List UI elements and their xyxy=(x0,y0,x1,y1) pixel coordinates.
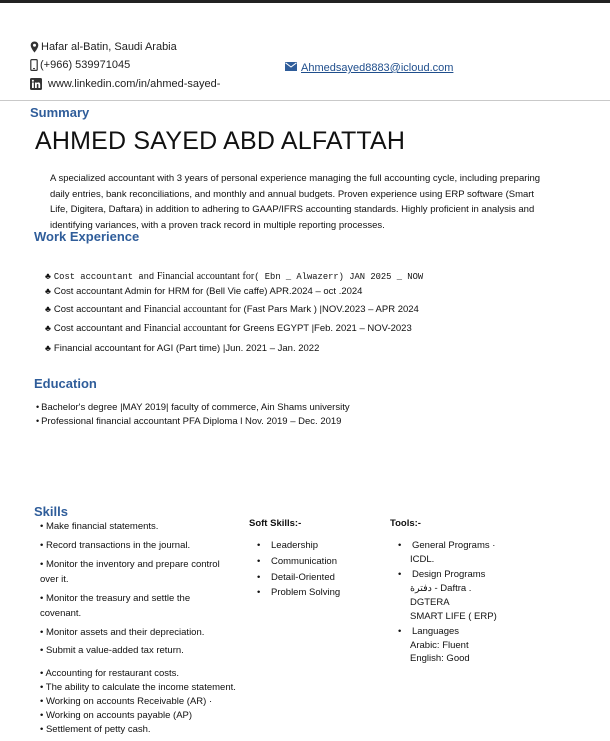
tools-languages: • Languages xyxy=(398,626,460,637)
skill-item: • Settlement of petty cash. xyxy=(40,724,151,735)
skill-item: • Make financial statements. xyxy=(40,521,159,532)
club-bullet-icon: ♣ xyxy=(45,271,51,281)
top-border xyxy=(0,0,610,3)
summary-heading: Summary xyxy=(30,105,90,120)
map-pin-icon xyxy=(30,41,39,53)
envelope-icon xyxy=(285,62,297,71)
tools-general-detail: ICDL. xyxy=(410,554,435,565)
soft-skill-item: • Leadership xyxy=(257,540,319,551)
linkedin-text[interactable]: www.linkedin.com/in/ahmed-sayed- xyxy=(48,78,221,90)
skill-item: • Monitor the treasury and settle the xyxy=(40,593,191,604)
soft-skill-item: • Detail-Oriented xyxy=(257,572,335,583)
skill-item: • Monitor the inventory and prepare control xyxy=(40,559,220,570)
candidate-name: AHMED SAYED ABD ALFATTAH xyxy=(35,127,406,155)
skills-heading: Skills xyxy=(34,504,68,519)
email-link[interactable]: Ahmedsayed8883@icloud.com xyxy=(301,62,454,74)
skill-item-cont: covenant. xyxy=(40,608,82,619)
contact-location xyxy=(30,41,177,53)
club-bullet-icon: ♣ xyxy=(45,323,51,333)
club-bullet-icon: ♣ xyxy=(45,343,51,353)
tools-general: • General Programs · xyxy=(398,540,496,551)
skill-item: • Accounting for restaurant costs. xyxy=(40,668,180,679)
work-item-1: ♣ Cost accountant and Financial accountant for( Ebn _ Alwazerr) JAN 2025 _ NOW xyxy=(45,271,424,282)
education-heading: Education xyxy=(34,376,97,391)
work-item-4: ♣ Cost accountant and Financial accountant for Greens EGYPT |Feb. 2021 – NOV-2023 xyxy=(45,323,412,334)
education-item-2: • Professional financial accountant PFA Diploma l Nov. 2019 – Dec. 2019 xyxy=(36,416,342,427)
soft-skill-item: • Communication xyxy=(257,556,337,567)
club-bullet-icon: ♣ xyxy=(45,286,51,296)
soft-skills-heading: Soft Skills:- xyxy=(249,518,302,529)
skill-item: • Monitor assets and their depreciation. xyxy=(40,627,205,638)
tools-design-detail: DGTERA xyxy=(410,597,450,608)
work-heading: Work Experience xyxy=(34,229,140,244)
work-item-2: ♣ Cost accountant Admin for HRM for (Bell Vie caffe) APR.2024 – oct .2024 xyxy=(45,286,363,297)
contact-email[interactable] xyxy=(285,58,453,76)
contact-linkedin[interactable] xyxy=(30,78,220,90)
tools-design-detail: SMART LIFE ( ERP) xyxy=(410,611,497,622)
tools-design-detail: دفترة - Daftra . xyxy=(410,583,472,594)
work-item-3: ♣ Cost accountant and Financial accountant for (Fast Pars Mark ) |NOV.2023 – APR 2024 xyxy=(45,304,419,315)
club-bullet-icon: ♣ xyxy=(45,304,51,314)
skill-item: • Working on accounts Receivable (AR) · xyxy=(40,696,213,707)
skill-item: • Record transactions in the journal. xyxy=(40,540,191,551)
tools-language-english: English: Good xyxy=(410,653,470,664)
phone-icon xyxy=(30,59,38,71)
education-item-1: • Bachelor's degree |MAY 2019| faculty of commerce, Ain Shams university xyxy=(36,402,350,413)
linkedin-icon xyxy=(30,78,42,90)
skill-item: • Submit a value-added tax return. xyxy=(40,645,184,656)
location-text: Hafar al-Batin, Saudi Arabia xyxy=(41,41,177,53)
tools-design: • Design Programs xyxy=(398,569,486,580)
tools-language-arabic: Arabic: Fluent xyxy=(410,640,469,651)
soft-skill-item: • Problem Solving xyxy=(257,587,341,598)
header-divider xyxy=(0,100,610,101)
tools-heading: Tools:- xyxy=(390,518,421,529)
phone-text: (+966) 539971045 xyxy=(40,59,131,71)
work-item-5: ♣ Financial accountant for AGI (Part time) |Jun. 2021 – Jan. 2022 xyxy=(45,343,320,354)
skill-item-cont: over it. xyxy=(40,574,69,585)
contact-phone xyxy=(30,59,130,71)
summary-paragraph: A specialized accountant with 3 years of personal experience managing the full accounting cycle, including preparing daily entries, bank reconciliations, and monthly and annual budgets. Proven experience using ERP software (Smart Life, Digitera, Daftara) in addition to adhering to GAAP/IFRS accounting standards. Highly proficient in analysis and identifying variances, with a proven track record in multiple reporting processes. xyxy=(50,173,541,231)
skill-item: • Working on accounts payable (AP) xyxy=(40,710,193,721)
skill-item: • The ability to calculate the income statement. xyxy=(40,682,236,693)
